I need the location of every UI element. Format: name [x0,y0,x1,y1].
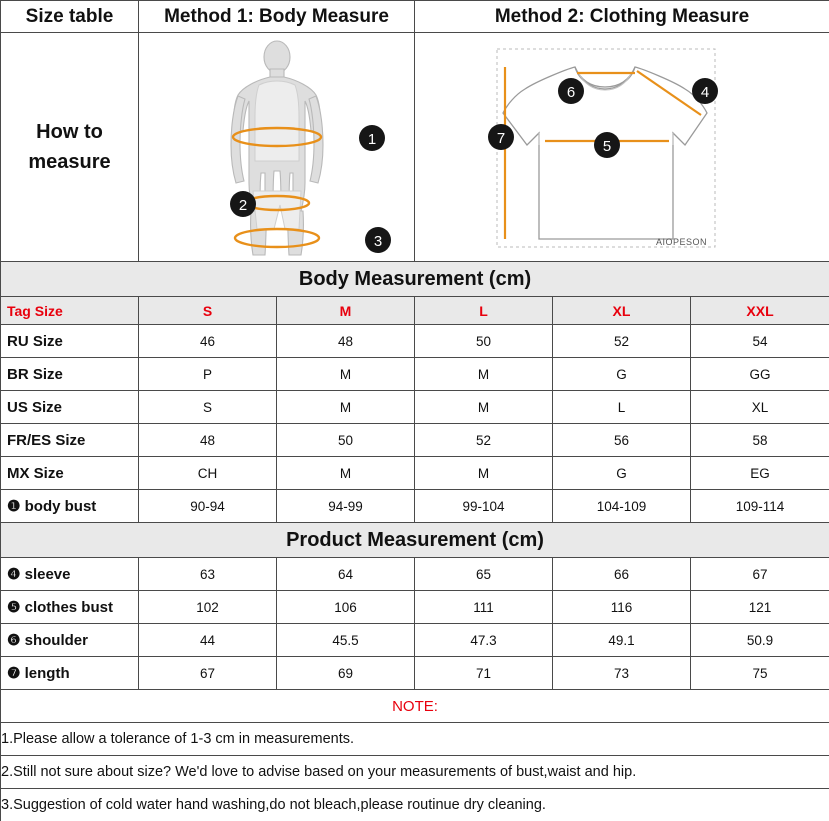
cell: L [553,391,691,424]
body-measure-figure-cell [139,33,415,262]
note-line-1: 1.Please allow a tolerance of 1-3 cm in measurements. [1,723,829,756]
note-row [1,789,829,821]
brand-label: AIOPESON [656,237,708,247]
cell: 104-109 [553,490,691,523]
marker-7 [488,124,514,150]
cell: 121 [691,591,829,624]
cell: M [277,358,415,391]
cell: 71 [415,657,553,690]
row-label: ❼ length [1,657,139,690]
cell: 69 [277,657,415,690]
cell: 50 [415,325,553,358]
cell: EG [691,457,829,490]
table-row [1,558,829,591]
how-to-line-2: measure [28,151,111,173]
cell: P [139,358,277,391]
table-row [1,490,829,523]
cell: 44 [139,624,277,657]
row-label: RU Size [1,325,139,358]
cell: 109-114 [691,490,829,523]
body-measurement-banner-row [1,262,829,297]
header-method-2: Method 2: Clothing Measure [415,1,829,33]
header-method-1: Method 1: Body Measure [139,1,415,33]
cell: 52 [553,325,691,358]
cell: M [415,391,553,424]
svg-text:5: 5 [602,138,612,155]
note-row [1,756,829,789]
note-title-row [1,690,829,723]
cell: 56 [553,424,691,457]
cell: M [415,457,553,490]
row-label: BR Size [1,358,139,391]
column-header-xl: XL [553,297,691,325]
marker-5 [594,132,620,158]
table-row [1,424,829,457]
cell: 47.3 [415,624,553,657]
row-label: ❶ body bust [1,490,139,523]
cell: M [415,358,553,391]
note-title: NOTE: [1,690,829,723]
cell: 90-94 [139,490,277,523]
cell: 50.9 [691,624,829,657]
cell: 67 [139,657,277,690]
clothing-figure [415,33,829,261]
body-measurement-banner: Body Measurement (cm) [1,262,829,297]
clothing-figure-svg [415,33,829,261]
column-header-s: S [139,297,277,325]
cell: 94-99 [277,490,415,523]
cell: 64 [277,558,415,591]
product-measurement-banner: Product Measurement (cm) [1,523,829,558]
table-row [1,358,829,391]
table-header-row [1,1,829,33]
cell: M [277,391,415,424]
row-label: US Size [1,391,139,424]
cell: 54 [691,325,829,358]
tag-size-row [1,297,829,325]
svg-text:1: 1 [367,131,377,148]
svg-text:4: 4 [700,84,710,101]
cell: GG [691,358,829,391]
row-label: MX Size [1,457,139,490]
cell: 45.5 [277,624,415,657]
table-row [1,457,829,490]
column-header-tag-size: Tag Size [1,297,139,325]
cell: 48 [139,424,277,457]
cell: 102 [139,591,277,624]
svg-text:6: 6 [566,84,576,101]
product-measurement-banner-row [1,523,829,558]
cell: G [553,358,691,391]
cell: XL [691,391,829,424]
svg-text:2: 2 [238,197,248,214]
column-header-l: L [415,297,553,325]
note-line-2: 2.Still not sure about size? We'd love to advise based on your measurements of bust,waist and hip. [1,756,829,789]
note-line-3: 3.Suggestion of cold water hand washing,do not bleach,please routinue dry cleaning. [1,789,829,821]
clothing-measure-figure-cell [415,33,829,262]
cell: 75 [691,657,829,690]
cell: 66 [553,558,691,591]
how-to-line-1: How to [36,121,103,143]
column-header-xxl: XXL [691,297,829,325]
cell: 48 [277,325,415,358]
cell: S [139,391,277,424]
header-size-table: Size table [1,1,139,33]
table-row [1,624,829,657]
table-row [1,591,829,624]
row-label: ❺ clothes bust [1,591,139,624]
figures-row [1,33,829,262]
body-figure-svg [139,33,415,261]
table-row [1,657,829,690]
table-row [1,325,829,358]
cell: 106 [277,591,415,624]
cell: 49.1 [553,624,691,657]
body-figure [139,33,414,261]
cell: 111 [415,591,553,624]
cell: CH [139,457,277,490]
table-row [1,391,829,424]
cell: 99-104 [415,490,553,523]
cell: 58 [691,424,829,457]
marker-4 [692,78,718,104]
row-label: FR/ES Size [1,424,139,457]
marker-1 [359,125,385,151]
column-header-m: M [277,297,415,325]
cell: G [553,457,691,490]
marker-3 [365,227,391,253]
svg-text:7: 7 [496,130,506,147]
row-label: ❻ shoulder [1,624,139,657]
svg-text:3: 3 [373,233,383,250]
cell: 46 [139,325,277,358]
cell: 67 [691,558,829,591]
cell: 73 [553,657,691,690]
cell: 65 [415,558,553,591]
cell: 63 [139,558,277,591]
marker-2 [230,191,256,217]
note-row [1,723,829,756]
marker-6 [558,78,584,104]
cell: M [277,457,415,490]
row-label: ❹ sleeve [1,558,139,591]
cell: 116 [553,591,691,624]
how-to-measure-cell [1,33,139,262]
cell: 50 [277,424,415,457]
cell: 52 [415,424,553,457]
